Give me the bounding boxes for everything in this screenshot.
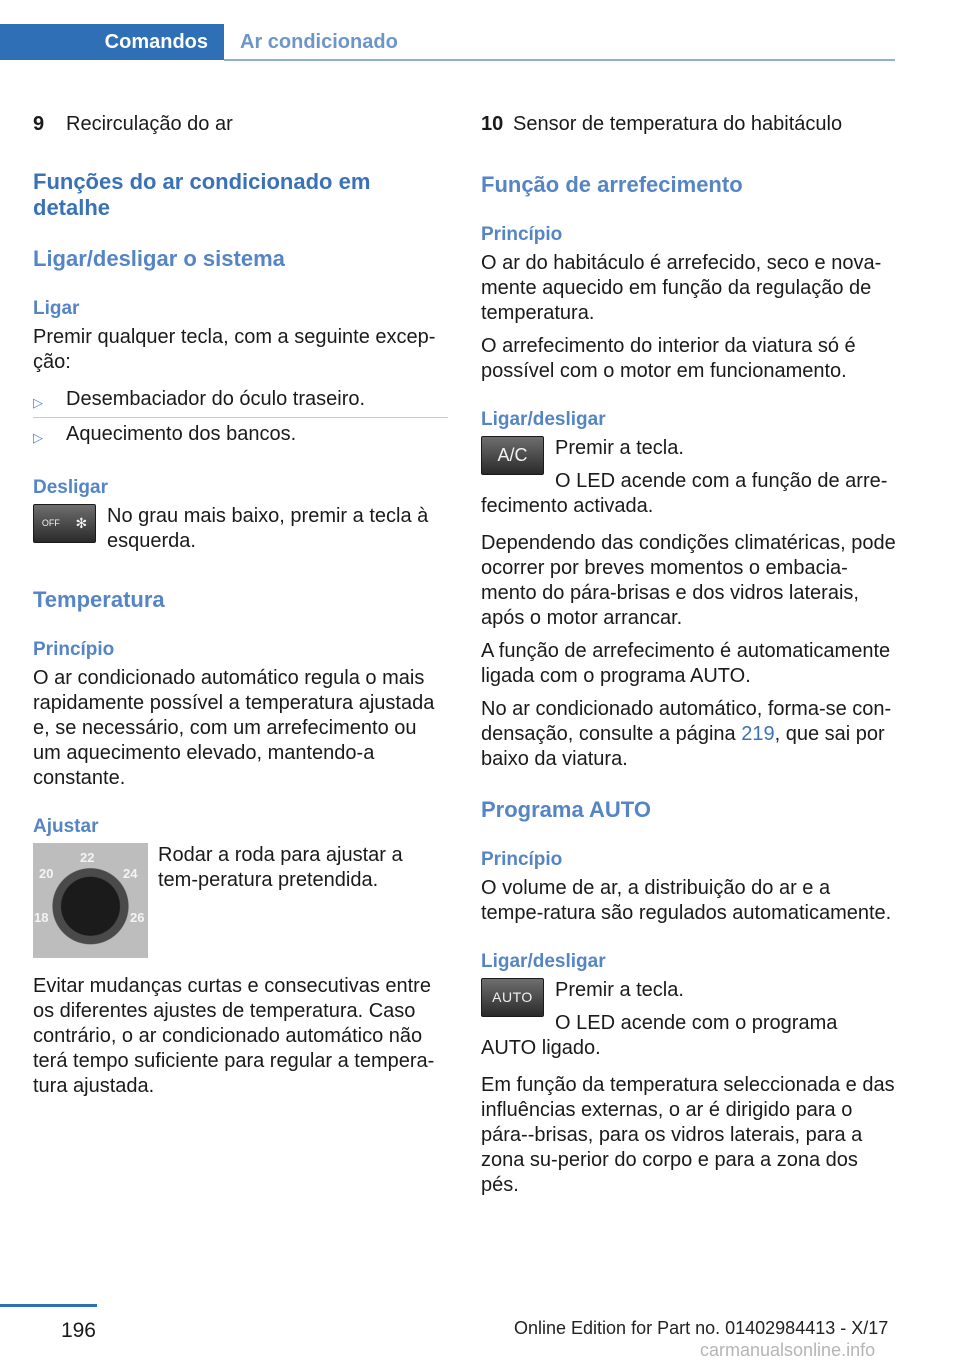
label-on-off: Ligar/desligar (481, 951, 606, 972)
para-off: No grau mais baixo, premir a tecla à esquerda. (107, 505, 429, 552)
dial-label: 18 (34, 910, 49, 925)
page-number-bar (0, 1304, 97, 1307)
off-figure-row (33, 504, 448, 562)
para-depend: Dependendo das condições climatéricas, pode ocorrer por breves momentos o embacia‐mento do pára-brisas e dos vidros laterais, após o motor arrancar. (481, 532, 896, 629)
para-cool-1: O ar do habitáculo é arrefecido, seco e nova‐mente aquecido em função da regulação de temperatura. (481, 252, 882, 324)
header-rule (224, 59, 895, 61)
edition-footer: Online Edition for Part no. 01402984413 - X/17 (514, 1318, 889, 1338)
fan-icon: ✻ (75, 515, 88, 531)
dial-figure-row (33, 843, 448, 958)
ac-button-image: A/C (481, 436, 544, 475)
page-number: 196 (60, 1319, 96, 1342)
para-led-ac: O LED acende com a função de arre‐fecimento activada. (481, 470, 888, 517)
para-auto-on: A função de arrefecimento é automaticamente ligada com o programa AUTO. (481, 640, 891, 687)
subheading-temperature: Temperatura (33, 587, 165, 612)
exception-list (33, 383, 448, 452)
dial-label: 24 (123, 866, 138, 881)
item-10 (481, 112, 896, 137)
label-adjust: Ajustar (33, 816, 99, 837)
label-principle: Princípio (33, 639, 115, 660)
para-auto: O volume de ar, a distribuição do ar e a tempe‐ratura são regulados automaticamente. (481, 877, 892, 924)
item-text: Recirculação do ar (66, 113, 233, 135)
section-tab-comandos: Comandos (0, 24, 224, 60)
label-principle: Princípio (481, 224, 563, 245)
para-cool-2: O arrefecimento do interior da viatura só é possível com o motor em funcionamento. (481, 335, 856, 382)
label-on-off: Ligar/desligar (481, 409, 606, 430)
temperature-dial-image (33, 843, 148, 958)
item-number: 9 (33, 113, 45, 135)
auto-button-image: AUTO (481, 978, 544, 1017)
dial-label: 20 (39, 866, 54, 881)
para-condensation: No ar condicionado automático, forma-se con‐densação, consulte a página 219, que sai por baixo da viatura. (481, 698, 892, 770)
item-text: Sensor de temperatura do habitáculo (513, 113, 843, 135)
left-column (33, 112, 448, 1107)
fan-off-icon: OFF (41, 518, 60, 528)
para-press: Premir a tecla. (555, 979, 684, 1001)
para-adjust: Rodar a roda para ajustar a tem‐peratura pretendida. (158, 844, 403, 891)
watermark: carmanualsonline.info (700, 1340, 876, 1360)
triangle-bullet-icon: ▷ (33, 395, 43, 410)
page-link[interactable]: 219 (741, 723, 775, 745)
list-item: ▷ Aquecimento dos bancos. (33, 417, 448, 452)
para-temperature: O ar condicionado automático regula o mais rapidamente possível a temperatura ajustada e, se necessário, com um arrefecimento ou um aquecimento elevado, mantendo-a constante. (33, 667, 435, 789)
section-heading-functions: Funções do ar condicionado em detalhe (33, 169, 371, 220)
dial-label: 22 (80, 850, 95, 865)
para-led-auto: O LED acende com o programa AUTO ligado. (481, 1012, 838, 1059)
para-final: Em função da temperatura seleccionada e das influências externas, o ar é dirigido para o pára‐-brisas, para os vidros laterais, para a zona su‐perior do corpo e para a zona dos pés. (481, 1074, 895, 1196)
off-fan-button-image (33, 504, 96, 543)
subheading-cooling: Função de arrefecimento (481, 172, 743, 197)
list-item: ▷ Desembaciador do óculo traseiro. (33, 383, 448, 417)
para-press: Premir a tecla. (555, 437, 684, 459)
subheading-auto: Programa AUTO (481, 797, 651, 822)
label-desligar: Desligar (33, 477, 108, 498)
label-principle: Princípio (481, 849, 563, 870)
item-9 (33, 112, 448, 137)
page-number-block (0, 1304, 97, 1343)
para-on: Premir qualquer tecla, com a seguinte excep‐ção: (33, 326, 436, 373)
dial-label: 26 (130, 910, 145, 925)
para-avoid: Evitar mudanças curtas e consecutivas entre os diferentes ajustes de temperatura. Caso contrário, o ar condicionado automático não terá tempo suficiente para regular a tempera‐tura ajustada. (33, 975, 435, 1097)
subheading-power: Ligar/desligar o sistema (33, 246, 285, 271)
label-ligar: Ligar (33, 298, 80, 319)
triangle-bullet-icon: ▷ (33, 430, 43, 445)
right-column (481, 112, 896, 1206)
page-header (0, 24, 895, 62)
item-number: 10 (481, 113, 504, 135)
section-tab-ar-condicionado: Ar condicionado (240, 30, 398, 53)
